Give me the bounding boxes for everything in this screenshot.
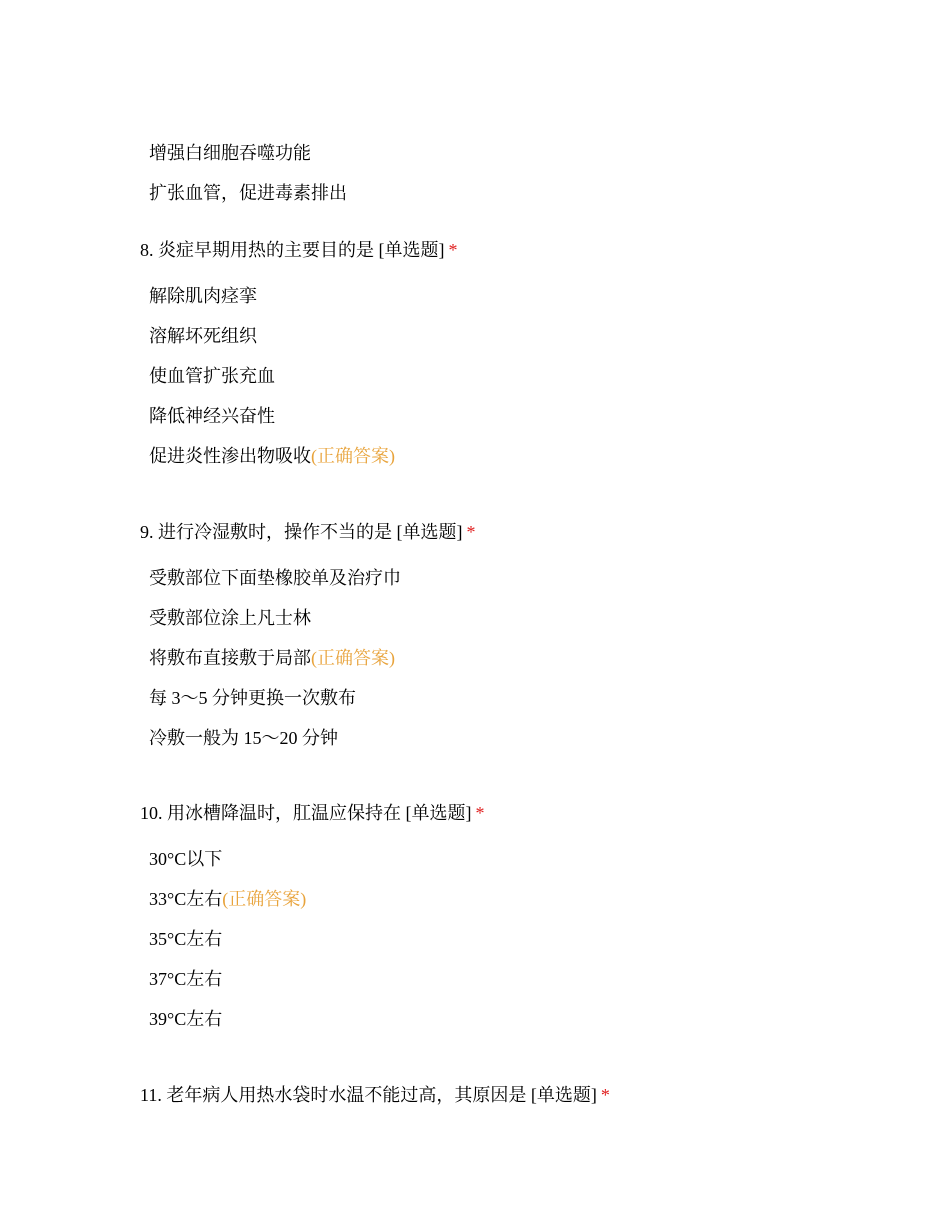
question-title-text: 8. 炎症早期用热的主要目的是 [单选题] bbox=[140, 240, 445, 260]
question-title-text: 11. 老年病人用热水袋时水温不能过高，其原因是 [单选题] bbox=[140, 1085, 597, 1105]
option-item bbox=[140, 283, 458, 309]
option-item bbox=[140, 645, 476, 671]
option-text: 35°C左右 bbox=[149, 929, 223, 949]
question-title-text: 9. 进行冷湿敷时，操作不当的是 [单选题] bbox=[140, 522, 463, 542]
option-text: 冷敷一般为 15～20 分钟 bbox=[149, 728, 338, 748]
option-text: 37°C左右 bbox=[149, 969, 223, 989]
option-list bbox=[140, 846, 485, 1032]
option-item bbox=[140, 685, 476, 711]
option-text: 增强白细胞吞噬功能 bbox=[149, 143, 311, 163]
option-item bbox=[140, 926, 485, 952]
option-item bbox=[140, 846, 485, 872]
option-item bbox=[140, 966, 485, 992]
question-9 bbox=[140, 519, 476, 765]
required-star: * bbox=[466, 522, 476, 542]
question-title-text: 10. 用冰槽降温时，肛温应保持在 [单选题] bbox=[140, 803, 472, 823]
question-11 bbox=[140, 1082, 610, 1108]
required-star: * bbox=[475, 803, 485, 823]
option-text: 促进炎性渗出物吸收 bbox=[149, 446, 311, 466]
option-text: 受敷部位涂上凡士林 bbox=[149, 608, 311, 628]
option-item bbox=[140, 886, 485, 912]
option-text: 30°C以下 bbox=[149, 849, 223, 869]
question-8 bbox=[140, 237, 458, 483]
option-text: 将敷布直接敷于局部 bbox=[149, 648, 311, 668]
option-text: 每 3～5 分钟更换一次敷布 bbox=[149, 688, 356, 708]
option-item bbox=[140, 1006, 485, 1032]
option-text: 扩张血管，促进毒素排出 bbox=[149, 183, 347, 203]
option-list bbox=[140, 565, 476, 751]
option-text: 33°C左右 bbox=[149, 889, 223, 909]
correct-answer-tag: (正确答案) bbox=[222, 889, 307, 909]
required-star: * bbox=[600, 1085, 610, 1105]
option-item bbox=[140, 565, 476, 591]
option-item bbox=[140, 443, 458, 469]
option-item bbox=[149, 180, 347, 206]
question-title bbox=[140, 800, 485, 826]
question-title bbox=[140, 519, 476, 545]
option-text: 39°C左右 bbox=[149, 1009, 223, 1029]
question-title bbox=[140, 237, 458, 263]
option-text: 使血管扩张充血 bbox=[149, 366, 275, 386]
correct-answer-tag: (正确答案) bbox=[311, 648, 395, 668]
carryover-options bbox=[149, 140, 347, 220]
option-item bbox=[149, 140, 347, 166]
option-item bbox=[140, 363, 458, 389]
correct-answer-tag: (正确答案) bbox=[311, 446, 395, 466]
required-star: * bbox=[448, 240, 458, 260]
option-item bbox=[140, 605, 476, 631]
option-text: 溶解坏死组织 bbox=[149, 326, 257, 346]
option-text: 降低神经兴奋性 bbox=[149, 406, 275, 426]
option-item bbox=[140, 403, 458, 429]
option-list bbox=[140, 283, 458, 469]
option-item bbox=[140, 323, 458, 349]
option-text: 受敷部位下面垫橡胶单及治疗巾 bbox=[149, 568, 401, 588]
question-10 bbox=[140, 800, 485, 1046]
question-title bbox=[140, 1082, 610, 1108]
option-text: 解除肌肉痉挛 bbox=[149, 286, 257, 306]
option-item bbox=[140, 725, 476, 751]
